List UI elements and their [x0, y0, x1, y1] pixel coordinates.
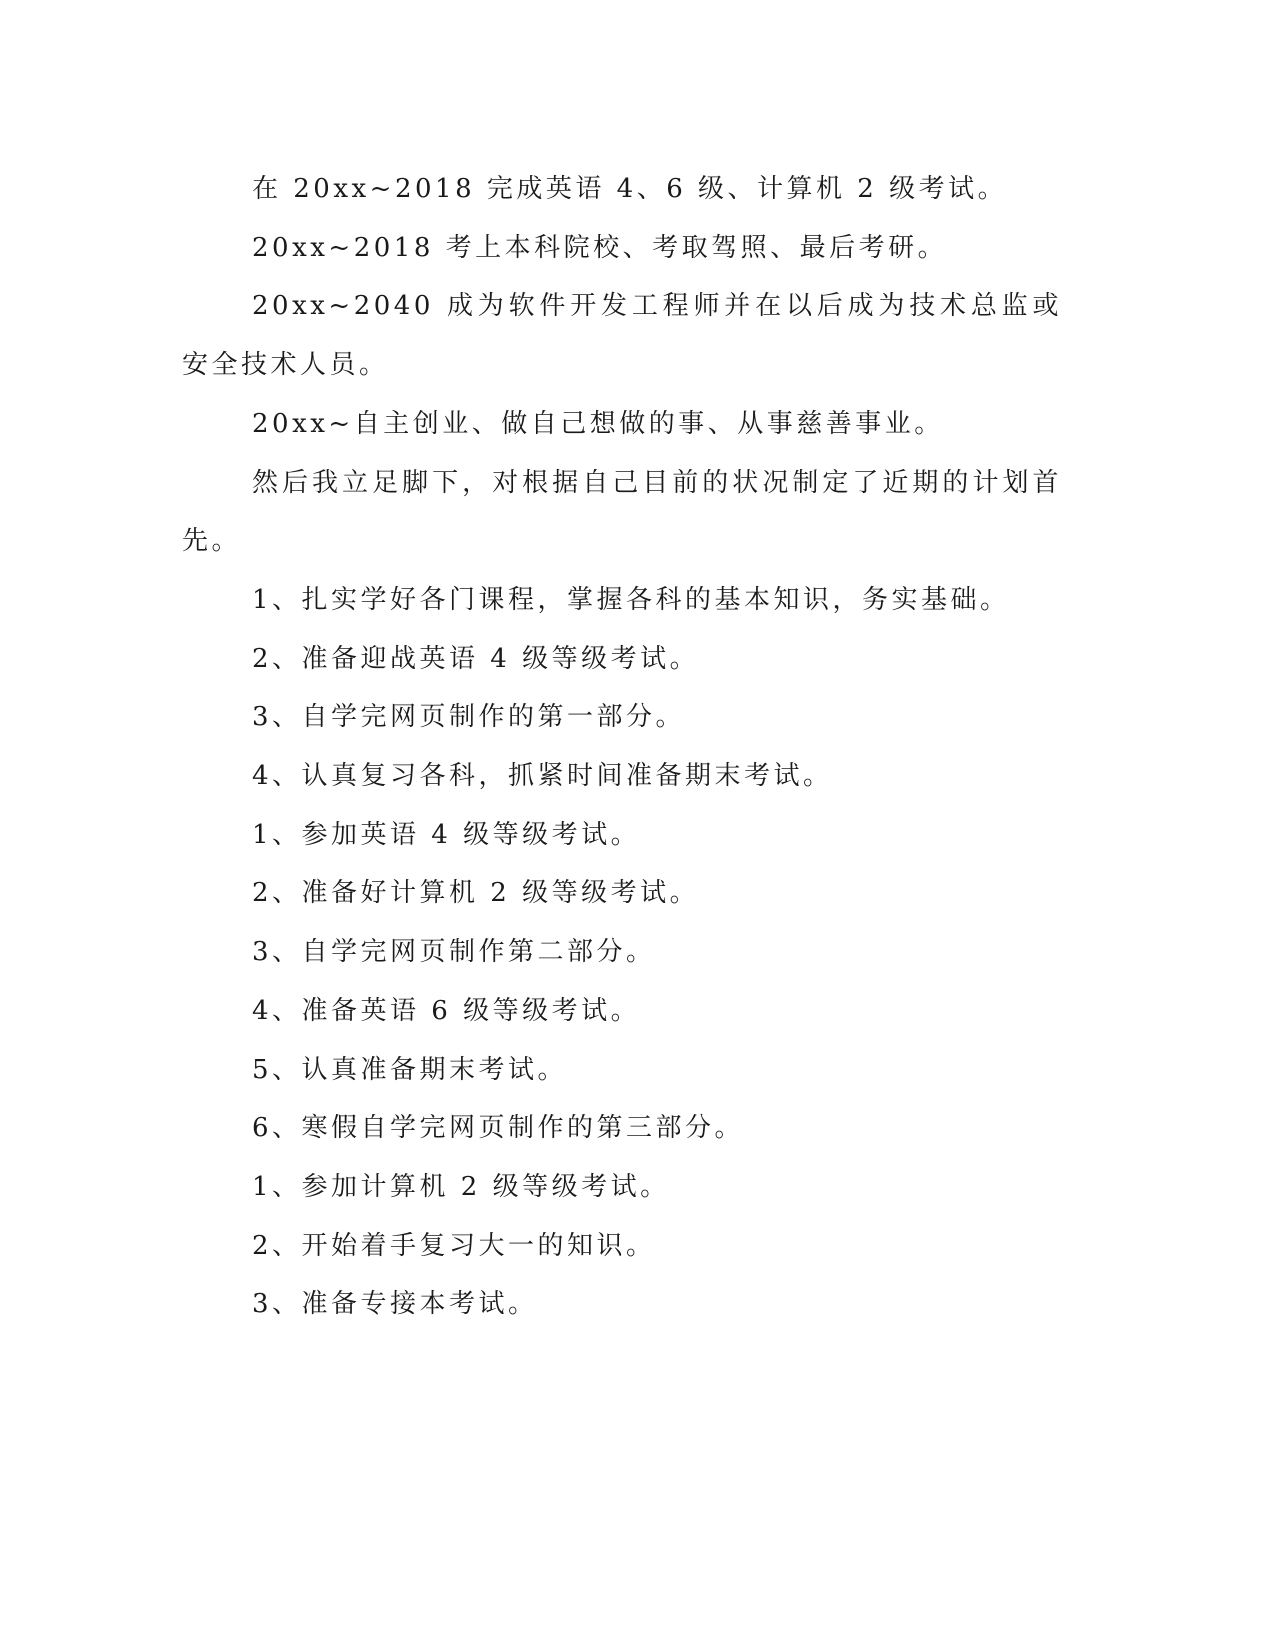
- list-item: 3、自学完网页制作的第一部分。: [252, 702, 686, 733]
- paragraph-goal-2018-exams: 在 20xx~2018 完成英语 4、6 级、计算机 2 级考试。: [252, 174, 1008, 204]
- list-item: 4、准备英语 6 级等级考试。: [252, 995, 641, 1026]
- paragraph-near-term-intro: 然后我立足脚下，对根据自己目前的状况制定了近期的计划首先。: [182, 467, 1062, 557]
- list-item: 2、准备好计算机 2 级等级考试。: [252, 878, 700, 909]
- list-item: 3、准备专接本考试。: [252, 1289, 538, 1320]
- paragraph-goal-2040-career: 20xx~2040 成为软件开发工程师并在以后成为技术总监或安全技术人员。: [182, 291, 1062, 381]
- list-item: 2、准备迎战英语 4 级等级考试。: [252, 643, 700, 674]
- list-item: 1、参加计算机 2 级等级考试。: [252, 1171, 670, 1202]
- document-body: [182, 160, 1062, 1334]
- paragraph-goal-2018-degree: 20xx~2018 考上本科院校、考取驾照、最后考研。: [252, 232, 948, 263]
- paragraph-goal-entrepreneurship: 20xx~自主创业、做自己想做的事、从事慈善事业。: [252, 408, 944, 439]
- list-item: 6、寒假自学完网页制作的第三部分。: [252, 1113, 745, 1144]
- list-item: 1、参加英语 4 级等级考试。: [252, 819, 641, 850]
- list-item: 2、开始着手复习大一的知识。: [252, 1230, 656, 1261]
- list-item: 1、扎实学好各门课程，掌握各科的基本知识，务实基础。: [252, 584, 1010, 615]
- list-item: 3、自学完网页制作第二部分。: [252, 937, 656, 968]
- list-item: 4、认真复习各科，抓紧时间准备期末考试。: [252, 761, 833, 792]
- list-item: 5、认真准备期末考试。: [252, 1054, 568, 1085]
